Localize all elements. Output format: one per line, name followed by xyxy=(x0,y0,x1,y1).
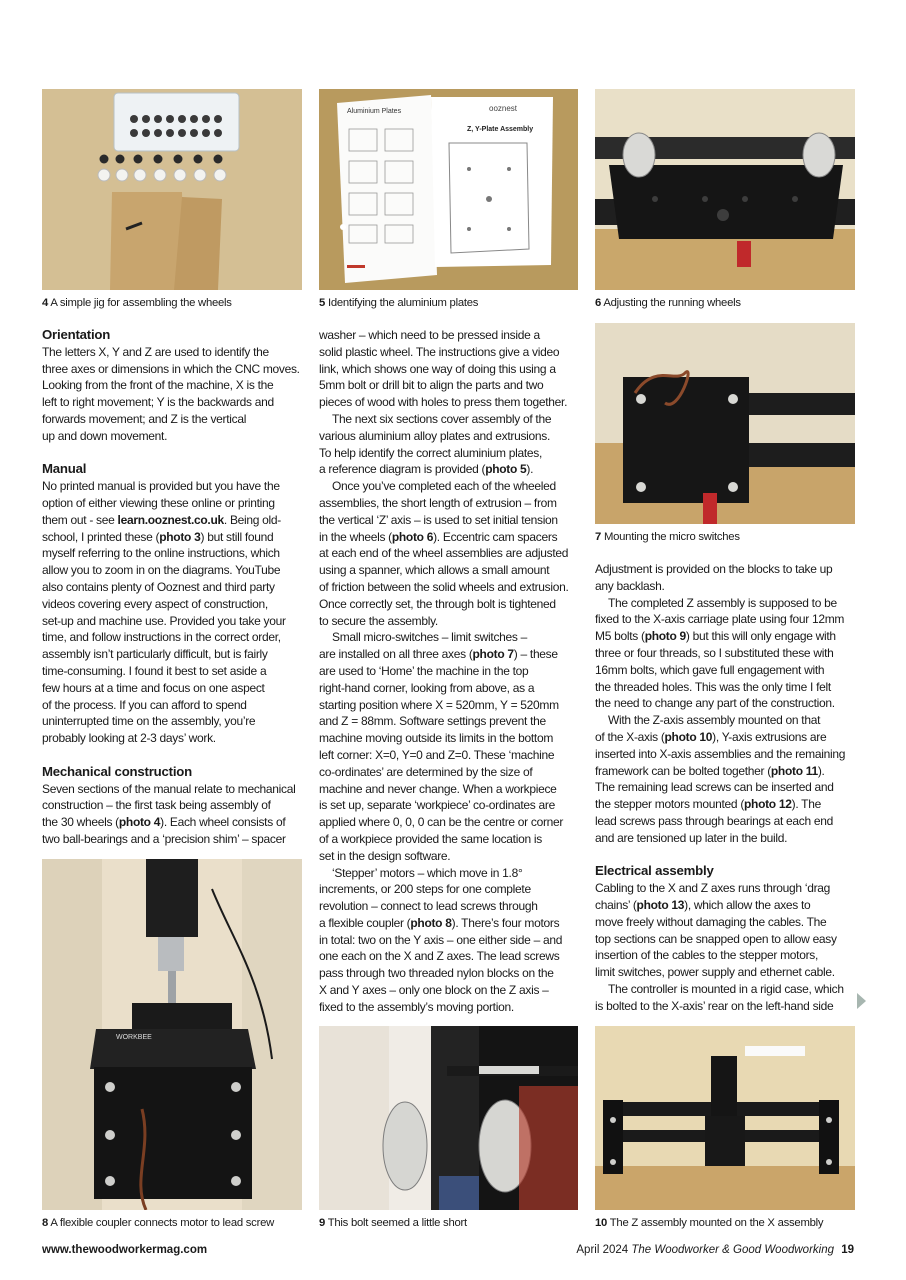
photo-ref: photo 8 xyxy=(410,915,452,930)
text-line: the vertical ‘Z’ axis – is used to set initial tension xyxy=(319,512,558,527)
y-plate-assembly-label: Z, Y-Plate Assembly xyxy=(467,126,534,133)
text-line: increments, or 200 steps for one complete xyxy=(319,882,531,897)
text-line: of friction between the solid wheels and extrusion. xyxy=(319,579,569,594)
text-line: are used to ‘Home’ the machine in the top xyxy=(319,663,529,678)
text-line: starting position where X = 520mm, Y = 520mm xyxy=(319,697,559,712)
photo-4-wheel-jig xyxy=(42,89,302,290)
article-column-1 xyxy=(42,327,304,848)
text-line: various aluminium alloy plates and extrusions. xyxy=(319,428,550,443)
text-line: set-up and machine use. Provided you take your xyxy=(42,613,286,628)
text-line: left corner: X=0, Y=0 and Z=0. These ‘machine xyxy=(319,747,555,762)
text-line: revolution – connect to lead screws through xyxy=(319,899,538,914)
text-line: set in the design software. xyxy=(319,848,451,863)
text-line: The next six sections cover assembly of the xyxy=(332,411,552,426)
photo-ref: photo 9 xyxy=(644,629,686,644)
caption-number: 8 xyxy=(42,1217,49,1229)
text-line: the stepper motors mounted (photo 12). The xyxy=(595,797,821,812)
text-line: pieces of wood with holes to press them together. xyxy=(319,395,568,410)
text-line: few hours at a time and focus on one aspect xyxy=(42,680,265,695)
text-line: machine and never change. When a workpiece xyxy=(319,781,557,796)
text-line: washer – which need to be pressed inside a xyxy=(319,328,540,342)
text-line: limit switches, power supply and ethernet cable. xyxy=(595,965,835,980)
footer-website: www.thewoodworkermag.com xyxy=(42,1244,208,1256)
caption-number: 6 xyxy=(595,297,602,309)
text-line: of the X-axis (photo 10), Y-axis extrusions are xyxy=(595,729,827,744)
text-line: Small micro-switches – limit switches – xyxy=(332,630,528,645)
photo-ref: photo 7 xyxy=(472,647,514,662)
text-line: at each end of the wheel assemblies are adjusted xyxy=(319,546,569,561)
photo-ref: photo 4 xyxy=(118,815,161,830)
text-line: The remaining lead screws can be inserted and xyxy=(595,780,834,795)
text-line: fixed to the assembly’s moving portion. xyxy=(319,999,514,1014)
text-line: move freely without damaging the cables. The xyxy=(595,914,827,929)
text-line: With the Z-axis assembly mounted on that xyxy=(608,713,821,728)
text-line: of the process. If you can afford to spend xyxy=(42,697,247,712)
text-line: and are tensioned up later in the build. xyxy=(595,830,788,845)
page-number: 19 xyxy=(841,1244,854,1256)
caption-photo-7 xyxy=(595,530,740,544)
caption-photo-5 xyxy=(319,296,478,310)
text-line: Once you’ve completed each of the wheeled xyxy=(332,479,556,494)
photo-ref: photo 10 xyxy=(664,729,713,744)
text-line: pass through two threaded nylon blocks on the xyxy=(319,966,554,981)
text-line: the 30 wheels (photo 4). Each wheel consists of xyxy=(42,815,286,830)
text-line: three axes or dimensions in which the CNC moves. xyxy=(42,361,300,376)
caption-number: 5 xyxy=(319,297,326,309)
caption-text: This bolt seemed a little short xyxy=(327,1217,467,1229)
text-line: is set up, separate ‘workpiece’ co-ordinates are xyxy=(319,798,555,813)
manual-link: learn.ooznest.co.uk xyxy=(117,512,224,527)
text-line: chains’ (photo 13), which allow the axes to xyxy=(595,897,811,912)
text-line: and Z = 88mm. Software settings prevent the xyxy=(319,714,546,729)
photo-5-plate-diagram xyxy=(319,89,578,290)
caption-number: 4 xyxy=(42,297,49,309)
photo-7-micro-switches xyxy=(595,323,855,524)
text-line: one each on the X and Z axes. The lead screws xyxy=(319,949,560,964)
text-line: solid plastic wheel. The instructions give a video xyxy=(319,344,560,359)
photo-9-short-bolt xyxy=(319,1026,578,1210)
text-line: The controller is mounted in a rigid case, which xyxy=(608,981,844,996)
photo-6-running-wheels xyxy=(595,89,855,290)
text-line: them out - see learn.ooznest.co.uk. Being old- xyxy=(42,512,281,527)
text-line: school, I printed these (photo 3) but still found xyxy=(42,529,274,544)
caption-photo-8 xyxy=(42,1216,274,1230)
footer-issue xyxy=(576,1244,854,1256)
text-line: uninterrupted time on the assembly, you’re xyxy=(42,714,256,729)
article-column-2 xyxy=(319,327,581,1016)
text-line: of a workpiece provided the same location is xyxy=(319,831,542,846)
photo-10-z-on-x-assembly xyxy=(595,1026,855,1210)
text-line: link, which shows one way of doing this using a xyxy=(319,361,556,376)
text-line: is bolted to the X-axis’ rear on the left-hand side xyxy=(595,998,834,1013)
text-line: X and Y axes – only one block on the Z axis – xyxy=(319,983,549,998)
text-line: two ball-bearings and a ‘precision shim’ – spacer xyxy=(42,831,286,846)
caption-photo-6 xyxy=(595,296,741,310)
heading-mechanical-construction: Mechanical construction xyxy=(42,763,193,779)
text-line: time-consuming. I found it best to set aside a xyxy=(42,663,267,678)
text-line: three or four threads, so I substituted these with xyxy=(595,645,834,660)
footer-magazine: The Woodworker & Good Woodworking xyxy=(631,1244,834,1256)
text-line: the threaded holes. This was the only time I felt xyxy=(595,679,831,694)
text-line: the need to change any part of the construction. xyxy=(595,696,835,711)
text-line: The letters X, Y and Z are used to identify the xyxy=(42,344,269,359)
text-line: up and down movement. xyxy=(42,428,168,443)
text-line: 5mm bolt or drill bit to align the parts and two xyxy=(319,378,544,393)
text-line: top sections can be snapped open to allow easy xyxy=(595,931,837,946)
text-line: Looking from the front of the machine, X is the xyxy=(42,378,274,393)
caption-text: Identifying the aluminium plates xyxy=(327,297,479,309)
text-line: are installed on all three axes (photo 7) – these xyxy=(319,647,558,662)
text-line: allow you to zoom in on the diagrams. YouTube xyxy=(42,563,281,578)
text-line: myself referring to the online instructions, which xyxy=(42,546,280,561)
text-line: a flexible coupler (photo 8). There’s four motors xyxy=(319,915,560,930)
caption-text: The Z assembly mounted on the X assembly xyxy=(609,1217,824,1229)
text-line: Adjustment is provided on the blocks to take up xyxy=(595,562,833,576)
text-line: No printed manual is provided but you have the xyxy=(42,479,280,494)
aluminium-plates-label: Aluminium Plates xyxy=(347,108,402,115)
caption-photo-9 xyxy=(319,1216,467,1230)
text-line: using a spanner, which allows a small amount xyxy=(319,563,550,578)
text-line: insertion of the cables to the stepper motors, xyxy=(595,948,818,963)
caption-text: A simple jig for assembling the wheels xyxy=(50,297,232,309)
text-line: fixed to the X-axis carriage plate using four 12mm xyxy=(595,612,845,627)
text-line: co-ordinates’ are determined by the size of xyxy=(319,764,533,779)
continue-arrow-icon xyxy=(857,993,866,1009)
text-line: Seven sections of the manual relate to mechanical xyxy=(42,781,296,796)
caption-photo-10 xyxy=(595,1216,823,1230)
footer-date: April 2024 xyxy=(576,1244,629,1256)
caption-number: 7 xyxy=(595,531,602,543)
caption-photo-4 xyxy=(42,296,232,310)
text-line: construction – the first task being assembly of xyxy=(42,798,271,813)
text-line: applied where 0, 0, 0 can be the centre or corner xyxy=(319,815,564,830)
ooznest-logo-text: ooznest xyxy=(489,104,518,113)
text-line: To help identify the correct aluminium plates, xyxy=(319,445,542,460)
text-line: machine moving outside its limits in the bottom xyxy=(319,731,554,746)
text-line: M5 bolts (photo 9) but this will only engage with xyxy=(595,629,836,644)
text-line: to secure the assembly. xyxy=(319,613,438,628)
photo-ref: photo 13 xyxy=(636,897,685,912)
caption-number: 10 xyxy=(595,1217,608,1229)
text-line: in the wheels (photo 6). Eccentric cam spacers xyxy=(319,529,558,544)
caption-number: 9 xyxy=(319,1217,326,1229)
text-line: videos covering every aspect of construction, xyxy=(42,596,268,611)
text-line: a reference diagram is provided (photo 5). xyxy=(319,462,534,477)
heading-orientation: Orientation xyxy=(42,327,111,342)
caption-text: A flexible coupler connects motor to lead screw xyxy=(50,1217,275,1229)
caption-text: Adjusting the running wheels xyxy=(603,297,741,309)
photo-ref: photo 5 xyxy=(485,462,527,477)
text-line: ‘Stepper’ motors – which move in 1.8° xyxy=(332,865,523,880)
text-line: 16mm bolts, which gave full engagement with xyxy=(595,662,825,677)
caption-text: Mounting the micro switches xyxy=(603,531,740,543)
photo-ref: photo 6 xyxy=(391,529,434,544)
photo-ref: photo 3 xyxy=(159,529,201,544)
text-line: Once correctly set, the through bolt is tightened xyxy=(319,596,556,611)
text-line: forwards movement; and Z is the vertical xyxy=(42,411,247,426)
heading-electrical-assembly: Electrical assembly xyxy=(595,863,714,879)
text-line: assembly isn’t particularly difficult, but is fairly xyxy=(42,647,268,662)
text-line: any backlash. xyxy=(595,578,665,593)
text-line: inserted into X-axis assemblies and the remaining xyxy=(595,746,846,761)
heading-manual: Manual xyxy=(42,461,87,477)
text-line: left to right movement; Y is the backwards and xyxy=(42,395,274,410)
text-line: right-hand corner, looking from above, as a xyxy=(319,680,535,695)
photo-ref: photo 12 xyxy=(744,797,792,812)
photo-ref: photo 11 xyxy=(770,763,818,778)
text-line: time, and follow instructions in the correct order, xyxy=(42,630,281,645)
text-line: option of either viewing these online or printing xyxy=(42,495,275,510)
text-line: probably looking at 2-3 days’ work. xyxy=(42,731,216,746)
text-line: The completed Z assembly is supposed to be xyxy=(608,595,837,610)
workbee-logo-text: WORKBEE xyxy=(116,1034,152,1041)
text-line: Cabling to the X and Z axes runs through ‘drag xyxy=(595,881,831,896)
article-column-3 xyxy=(595,561,857,1015)
text-line: in total: two on the Y axis – one either side – and xyxy=(319,932,563,947)
text-line: assemblies, the short length of extrusion – from xyxy=(319,495,557,510)
text-line: also contains plenty of Ooznest and third party xyxy=(42,579,275,594)
text-line: lead screws pass through bearings at each end xyxy=(595,813,833,828)
text-line: framework can be bolted together (photo 11). xyxy=(595,763,825,778)
photo-8-flexible-coupler xyxy=(42,859,302,1210)
